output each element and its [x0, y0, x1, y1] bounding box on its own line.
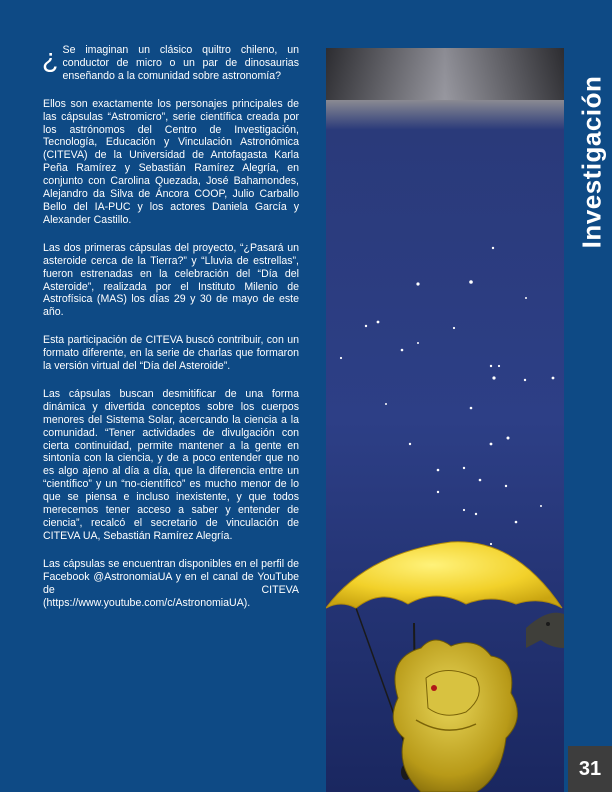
photo-illustration: [326, 48, 564, 792]
section-title: [574, 42, 610, 282]
article-photo: [326, 48, 564, 792]
section-title-text: Investigación: [576, 75, 607, 249]
article-paragraph-3: Las dos primeras cápsulas del proyecto, “¿Pasará un asteroide cerca de la Tierra?” y “Lluvia de estrellas”, fueron estrenadas en la celebración del “Día del Asteroide”, realizada por el Instituto Milenio de Astrofísica (MAS) los días 29 y 30 de mayo de este año.: [43, 241, 299, 319]
page-number-box: [568, 746, 612, 792]
sky-top-glow: [326, 48, 564, 100]
dropcap: ¿: [42, 43, 59, 73]
paragraph-1-text: Se imaginan un clásico quiltro chileno, un conductor de micro o un par de dinosaurias enseñando a la comunidad sobre astronomía?: [62, 44, 299, 82]
article-column: [43, 44, 299, 624]
page-number: 31: [578, 757, 602, 780]
article-paragraph-2: Ellos son exactamente los personajes principales de las cápsulas “Astromicro”, serie científica creada por los astrónomos del Centro de Investigación, Tecnología, Educación y Vinculación Astronómica (CITEVA) de la Universidad de Antofagasta Karla Peña Ramírez y Sebastián Ramírez Alegría, en conjunto con Carolina Quezada, José Bahamondes, Alejandro da Silva de Áncora COOP, Julio Carballo Bello del IA-PUC y los actores Daniela García y Alexander Castillo.: [43, 97, 299, 226]
article-paragraph-1: [43, 44, 299, 83]
article-paragraph-5: Las cápsulas buscan desmitificar de una forma dinámica y divertida conceptos sobre los cuerpos menores del Sistema Solar, acercando la ciencia a la comunidad. “Tener actividades de divulgación con cierta continuidad, permite mantener a la gente en sintonía con la ciencia, y de a poco entender que no es algo ajeno al día a día, que la diferencia entre un “científico” y un “no-científico” es mucho menor de lo que se piensa e incluso inexistente, y que todos merecemos tener acceso a saber y entender de ciencia”, recalcó el secretario de vinculación de CITEVA UA, Sebastián Ramírez Alegría.: [43, 387, 299, 542]
article-paragraph-6: Las cápsulas se encuentran disponibles en el perfil de Facebook @AstronomiaUA y en el canal de YouTube de CITEVA (https://www.youtube.com/c/AstronomiaUA).: [43, 557, 299, 609]
article-paragraph-4: Esta participación de CITEVA buscó contribuir, con un formato diferente, en la serie de charlas que formaron la versión virtual del “Día del Asteroide”.: [43, 334, 299, 373]
